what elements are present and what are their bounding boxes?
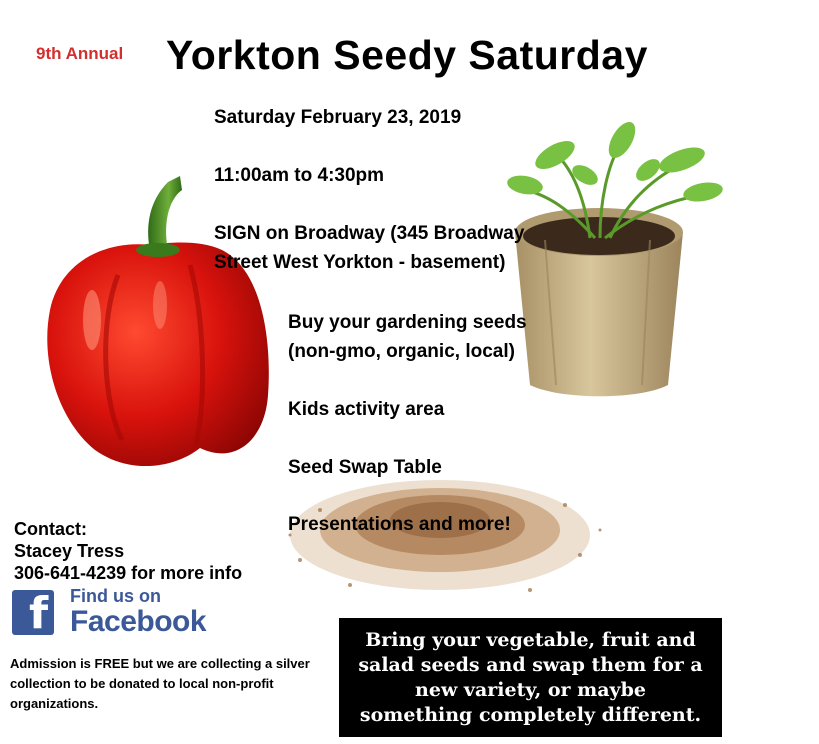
event-time: 11:00am to 4:30pm bbox=[214, 165, 385, 186]
contact-phone: 306-641-4239 for more info bbox=[14, 563, 243, 583]
admission-note: Admission is FREE but we are collecting a silver collection to be donated to local non-profit organizations. bbox=[10, 656, 310, 711]
feature-kids: Kids activity area bbox=[288, 399, 445, 420]
annual-label: 9th Annual bbox=[36, 44, 124, 63]
callout-line2: salad seeds and swap them for a bbox=[358, 654, 703, 676]
event-date: Saturday February 23, 2019 bbox=[214, 107, 462, 128]
callout-line4: something completely different. bbox=[359, 704, 702, 726]
feature-seeds-line1: Buy your gardening seeds bbox=[288, 312, 527, 333]
event-location-line1: SIGN on Broadway (345 Broadway bbox=[214, 223, 525, 244]
facebook-logo-letter: f bbox=[29, 588, 49, 639]
callout-line3: new variety, or maybe bbox=[415, 679, 646, 701]
contact-label: Contact: bbox=[14, 519, 87, 539]
contact-name: Stacey Tress bbox=[14, 541, 125, 561]
feature-presentations: Presentations and more! bbox=[288, 514, 511, 535]
page-title: Yorkton Seedy Saturday bbox=[166, 32, 648, 78]
callout-line1: Bring your vegetable, fruit and bbox=[365, 629, 696, 651]
contact-block bbox=[14, 518, 242, 584]
facebook-brand-text[interactable]: Facebook bbox=[70, 605, 207, 638]
facebook-find-text[interactable]: Find us on bbox=[70, 586, 161, 606]
feature-swap: Seed Swap Table bbox=[288, 457, 442, 478]
event-location-line2: Street West Yorkton - basement) bbox=[214, 252, 506, 273]
swap-callout-box bbox=[339, 618, 722, 737]
feature-seeds-line2: (non-gmo, organic, local) bbox=[288, 341, 515, 362]
facebook-logo-icon[interactable] bbox=[12, 588, 54, 639]
